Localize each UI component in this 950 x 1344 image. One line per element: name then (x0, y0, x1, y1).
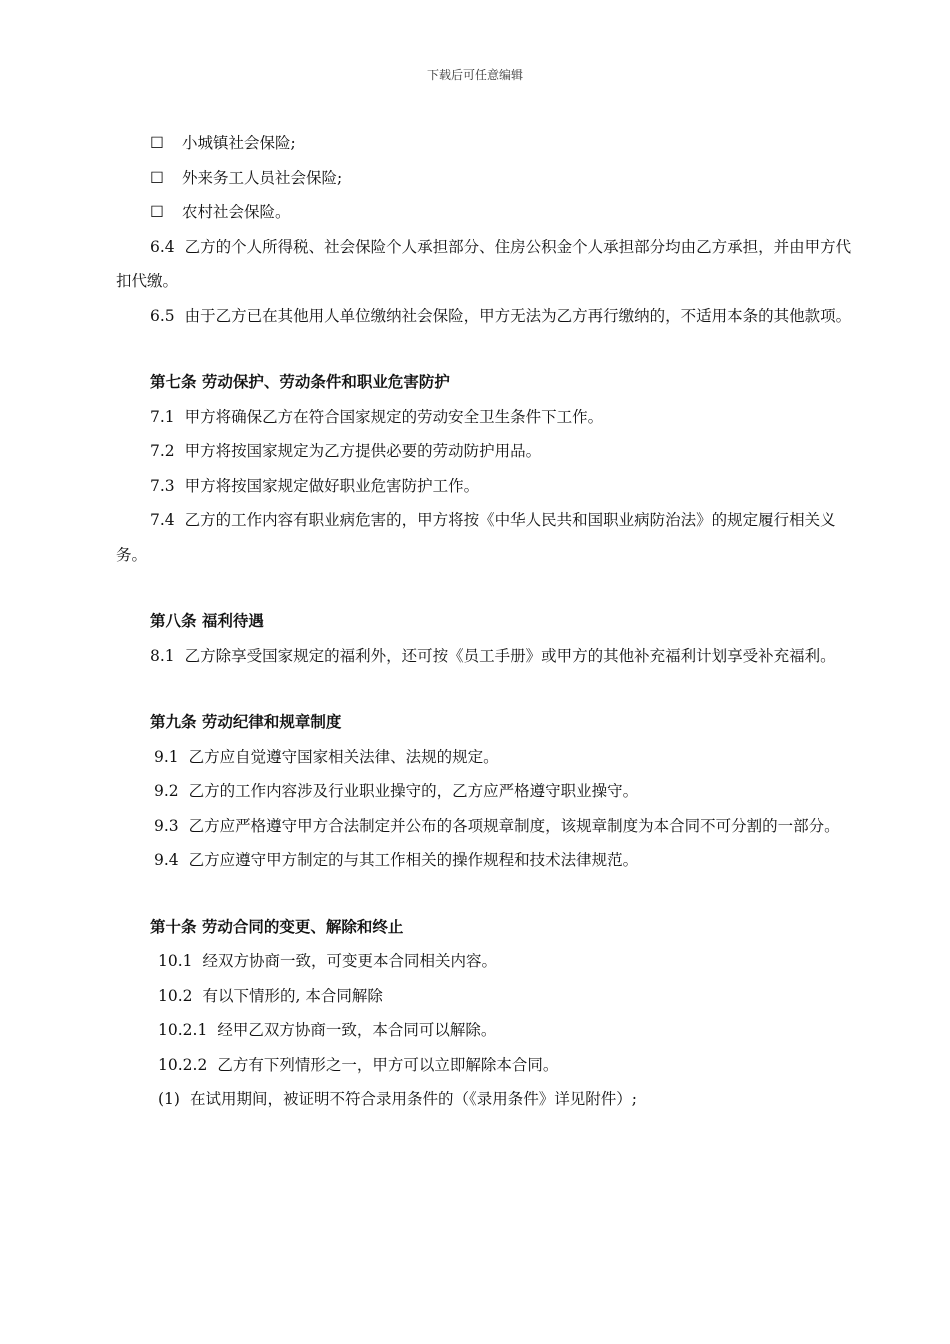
list-item-1 (116, 1082, 858, 1117)
checkbox-icon[interactable]: ☐ (150, 134, 164, 152)
clause-text: 甲方将按国家规定做好职业危害防护工作。 (184, 476, 480, 495)
clause-number: 7.4 (150, 511, 175, 529)
clause-text: 乙方应遵守甲方制定的与其工作相关的操作规程和技术法律规范。 (188, 851, 639, 869)
clause-8-1 (116, 639, 858, 674)
clause-7-2 (116, 434, 858, 469)
clause-text: 乙方应严格遵守甲方合法制定并公布的各项规章制度，该规章制度为本合同不可分割的一部分。 (188, 816, 840, 835)
article-7-heading: 第七条 劳动保护、劳动条件和职业危害防护 (150, 372, 450, 391)
clause-9-1 (116, 740, 858, 775)
article-10-heading: 第十条 劳动合同的变更、解除和终止 (150, 916, 404, 936)
clause-7-1 (116, 400, 858, 435)
clause-6-4 (116, 230, 858, 299)
clause-7-4 (116, 503, 858, 572)
clause-number: 9.1 (154, 747, 179, 766)
article-8-heading: 第八条 福利待遇 (150, 611, 264, 630)
clause-number: 6.4 (150, 237, 175, 256)
clause-9-4 (116, 843, 858, 878)
clause-9-3 (116, 809, 858, 844)
clause-10-1 (116, 944, 858, 979)
clause-number: 10.1 (158, 952, 193, 970)
clause-number: 10.2 (158, 986, 193, 1005)
clause-number: 7.3 (150, 476, 175, 495)
clause-number: 10.2.1 (158, 1021, 208, 1039)
document-body (116, 126, 858, 1117)
checkbox-label: 外来务工人员社会保险; (182, 168, 343, 187)
clause-number: 10.2.2 (158, 1055, 208, 1074)
article-9-heading: 第九条 劳动纪律和规章制度 (150, 712, 342, 731)
checkbox-item (116, 195, 858, 230)
clause-number: 7.2 (150, 442, 175, 460)
clause-7-3 (116, 469, 858, 504)
clause-text: 乙方的工作内容有职业病危害的，甲方将按《中华人民共和国职业病防治法》的规定履行相关义务。 (116, 511, 836, 564)
clause-10-2-1 (116, 1013, 858, 1048)
clause-6-5 (116, 299, 858, 334)
clause-text: 甲方将确保乙方在符合国家规定的劳动安全卫生条件下工作。 (184, 407, 604, 426)
checkbox-icon[interactable]: ☐ (150, 203, 164, 221)
checkbox-icon[interactable]: ☐ (150, 168, 164, 187)
clause-text: 甲方将按国家规定为乙方提供必要的劳动防护用品。 (184, 442, 542, 460)
clause-text: 乙方的工作内容涉及行业职业操守的，乙方应严格遵守职业操守。 (188, 782, 639, 800)
clause-number: 9.2 (154, 782, 179, 800)
clause-text: 乙方有下列情形之一，甲方可以立即解除本合同。 (217, 1055, 559, 1074)
clause-text: 由于乙方已在其他用人单位缴纳社会保险，甲方无法为乙方再行缴纳的，不适用本条的其他款项。 (184, 306, 852, 325)
clause-number: 7.1 (150, 407, 175, 426)
clause-number: 9.4 (154, 851, 179, 869)
clause-text: 乙方的个人所得税、社会保险个人承担部分、住房公积金个人承担部分均由乙方承担，并由甲方代扣代缴。 (116, 237, 852, 290)
list-text: 在试用期间，被证明不符合录用条件的（《录用条件》详见附件）; (189, 1090, 637, 1108)
clause-9-2 (116, 774, 858, 809)
clause-text: 经双方协商一致，可变更本合同相关内容。 (202, 952, 498, 970)
clause-10-2 (116, 979, 858, 1014)
clause-text: 乙方除享受国家规定的福利外，还可按《员工手册》或甲方的其他补充福利计划享受补充福利。 (184, 646, 836, 665)
clause-number: 8.1 (150, 646, 175, 665)
clause-number: 9.3 (154, 816, 179, 835)
list-number: (1) (158, 1090, 180, 1108)
page-header: 下载后可任意编辑 (426, 68, 523, 82)
clause-text: 乙方应自觉遵守国家相关法律、法规的规定。 (188, 747, 499, 766)
clause-text: 经甲乙双方协商一致，本合同可以解除。 (217, 1021, 497, 1039)
checkbox-label: 农村社会保险。 (182, 203, 291, 221)
clause-text: 有以下情形的, 本合同解除 (202, 986, 383, 1005)
clause-10-2-2 (116, 1048, 858, 1083)
checkbox-item (116, 126, 858, 161)
clause-number: 6.5 (150, 306, 175, 325)
checkbox-item (116, 161, 858, 196)
checkbox-label: 小城镇社会保险; (182, 134, 296, 152)
